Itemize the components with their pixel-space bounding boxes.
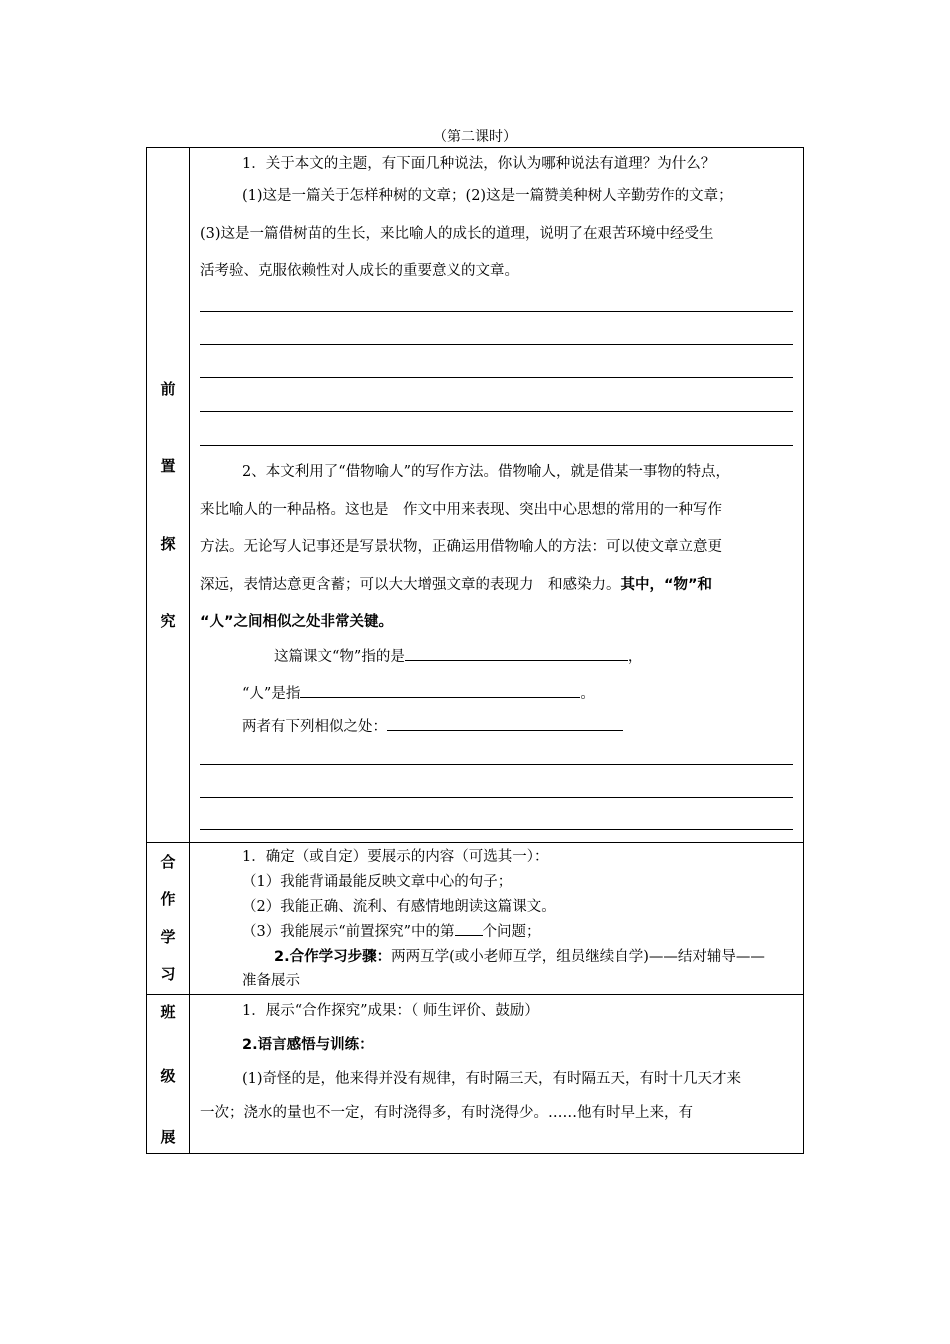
- answer-line[interactable]: [200, 828, 793, 830]
- fill-ren-label: “人”是指: [242, 686, 301, 702]
- coop-option-1: （1）我能背诵最能反映文章中心的句子；: [242, 874, 513, 890]
- coop-steps: 两两互学(或小老师互学，组员继续自学)——结对辅导——: [391, 949, 765, 965]
- coop-option-3-end: 个问题；: [482, 924, 541, 940]
- section-label-coop: [147, 843, 190, 995]
- coop-steps-cont: 准备展示: [242, 973, 300, 989]
- question-1-options: (1)这是一篇关于怎样种树的文章；(2)这是一篇赞美种树人辛勤劳作的文章；: [242, 188, 733, 204]
- section-label-show: [147, 995, 190, 1154]
- question-2-bold: 其中，“物”和: [620, 577, 713, 593]
- label-char: 学: [160, 928, 176, 946]
- fill-wu-end: ，: [627, 649, 643, 665]
- fill-wu-blank[interactable]: [405, 659, 628, 661]
- fill-wu-label: 这篇课文“物”指的是: [274, 649, 405, 665]
- answer-line[interactable]: [200, 444, 793, 446]
- question-2-text: 深远，表情达意更含蓄；可以大大增强文章的表现力 和感染力。: [200, 577, 621, 593]
- fill-ren-end: 。: [580, 686, 595, 702]
- question-1-option-3: (3)这是一篇借树苗的生长，来比喻人的成长的道理，说明了在艰苦环境中经受生: [200, 226, 714, 242]
- question-2-text: 方法。无论写人记事还是写景状物，正确运用借物喻人的方法：可以使文章立意更: [200, 539, 722, 555]
- label-char: 前: [160, 380, 176, 398]
- section-cooperative-learning: [147, 843, 804, 995]
- show-line-1: 1．展示“合作探究”成果：（ 师生评价、鼓励）: [242, 1003, 539, 1019]
- label-char: 置: [160, 457, 176, 475]
- label-char: 级: [160, 1067, 176, 1085]
- question-1: 1．关于本文的主题，有下面几种说法，你认为哪种说法有道理？为什么？: [242, 156, 716, 172]
- lesson-title: （第二课时）: [433, 129, 517, 145]
- answer-line[interactable]: [200, 310, 793, 312]
- answer-line[interactable]: [200, 376, 793, 378]
- question-2: 2、本文利用了“借物喻人”的写作方法。借物喻人，就是借某一事物的特点，: [242, 464, 731, 480]
- question-2-text: 来比喻人的一种品格。这也是 作文中用来表现、突出中心思想的常用的一种写作: [200, 502, 722, 518]
- label-char: 合: [160, 853, 176, 871]
- show-language-title: 2.语言感悟与训练：: [242, 1037, 374, 1053]
- section-pre-inquiry: [147, 148, 804, 843]
- label-char: 班: [160, 1003, 176, 1021]
- label-char: 探: [160, 535, 176, 553]
- question-1-option-3-cont: 活考验、克服依赖性对人成长的重要意义的文章。: [200, 263, 519, 279]
- label-char: 究: [160, 612, 176, 630]
- show-passage-1: (1)奇怪的是，他来得并没有规律，有时隔三天，有时隔五天，有时十几天才来: [242, 1071, 742, 1087]
- question-2-bold-cont: “人”之间相似之处非常关键。: [200, 614, 394, 630]
- answer-line[interactable]: [200, 410, 793, 412]
- show-passage-1-cont: 一次；浇水的量也不一定，有时浇得多，有时浇得少。……他有时早上来，有: [200, 1105, 693, 1121]
- fill-similar-blank[interactable]: [387, 729, 623, 731]
- fill-ren-blank[interactable]: [300, 696, 580, 698]
- coop-question-number-blank[interactable]: [455, 934, 483, 936]
- label-char: 作: [160, 890, 176, 908]
- answer-line[interactable]: [200, 343, 793, 345]
- coop-option-3: （3）我能展示“前置探究”中的第: [242, 924, 455, 940]
- label-char: 展: [160, 1128, 176, 1146]
- fill-similar-label: 两者有下列相似之处：: [242, 719, 387, 735]
- label-char: 习: [160, 965, 176, 983]
- answer-line[interactable]: [200, 763, 793, 765]
- section-label-pre: [147, 148, 190, 843]
- section-class-show: [147, 995, 804, 1154]
- coop-steps-title: 2.合作学习步骤：: [274, 949, 392, 965]
- coop-line-1: 1．确定（或自定）要展示的内容（可选其一）：: [242, 849, 549, 865]
- coop-option-2: （2）我能正确、流利、有感情地朗读这篇课文。: [242, 899, 556, 915]
- worksheet-table: [146, 147, 804, 1154]
- answer-line[interactable]: [200, 796, 793, 798]
